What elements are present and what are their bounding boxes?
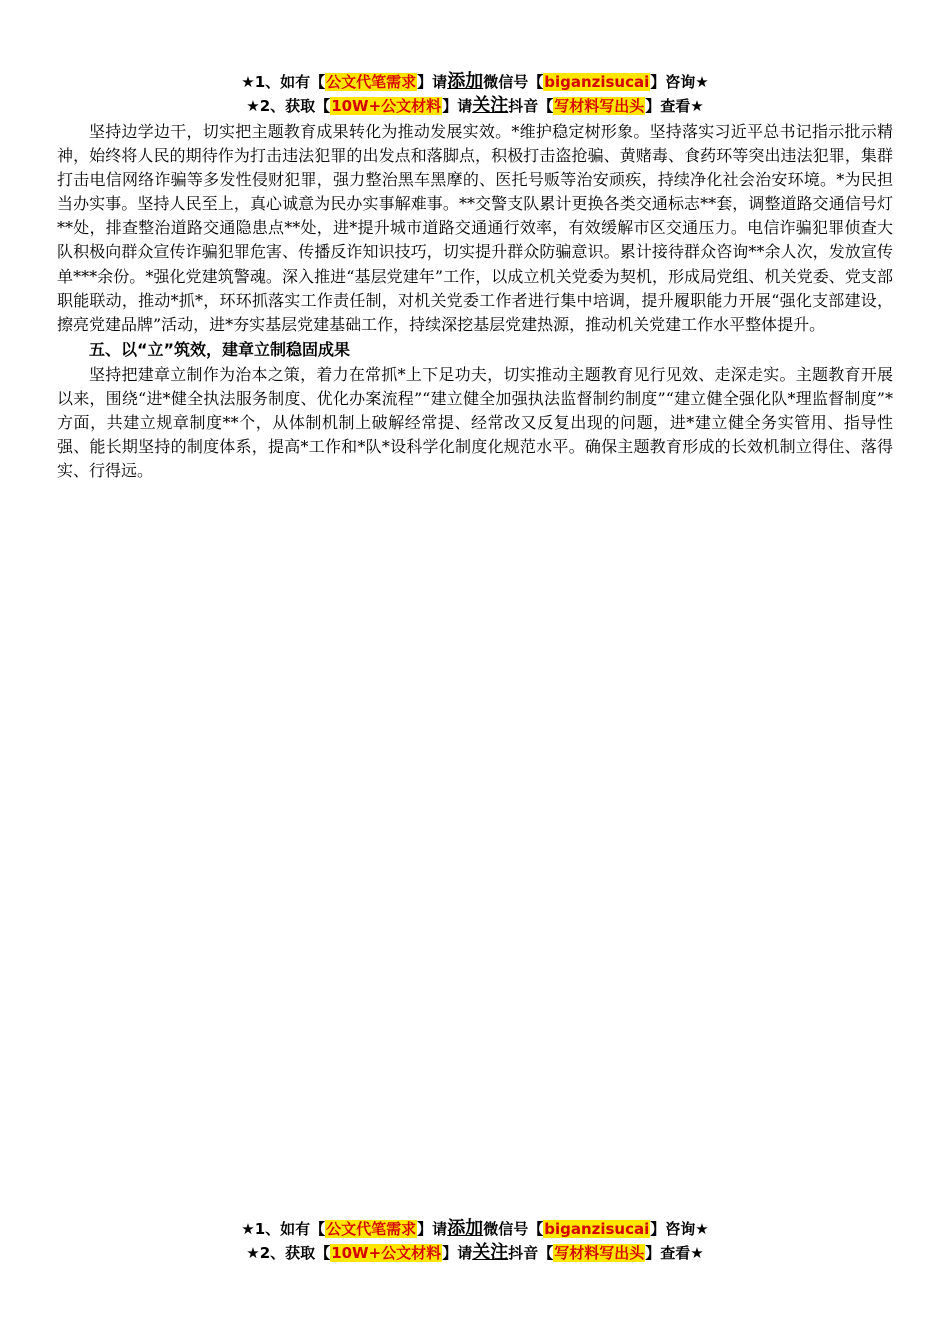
banner-text: 】查看★ [645,1244,704,1262]
banner-text: 】请 [442,97,473,115]
banner-text: 】咨询★ [650,1220,709,1238]
banner-text: 】请 [417,1220,448,1238]
highlight-service: 公文代笔需求 [326,73,417,91]
banner-line-2 [0,1241,950,1265]
highlight-douyin-account: 写材料写出头 [554,1244,645,1262]
banner-text: 】查看★ [645,97,704,115]
highlight-douyin-account: 写材料写出头 [554,97,645,115]
banner-text: 】请 [417,73,448,91]
highlight-service: 公文代笔需求 [326,1220,417,1238]
banner-text: ★2、获取【 [246,97,331,115]
highlight-wechat-id: biganzisucai [544,73,650,91]
banner-text: 抖音【 [508,97,554,115]
banner-text: ★1、如有【 [241,73,326,91]
emphasis-add: 添加 [447,1218,484,1239]
paragraph-1: 坚持边学边干，切实把主题教育成果转化为推动发展实效。*维护稳定树形象。坚持落实习近平总书记指示批示精神，始终将人民的期待作为打击违法犯罪的出发点和落脚点，积极打击盗抢骗、黄赌毒、食药环等突出违法犯罪，集群打击电信网络诈骗等多发性侵财犯罪，强力整治黑车黑摩的、医托号贩等治安顽疾，持续净化社会治安环境。*为民担当办实事。坚持人民至上，真心诚意为民办实事解难事。**交警支队累计更换各类交通标志**套，调整道路交通信号灯**处，排查整治道路交通隐患点**处，进*提升城市道路交通通行效率，有效缓解市区交通压力。电信诈骗犯罪侦查大队积极向群众宣传诈骗犯罪危害、传播反诈知识技巧，切实提升群众防骗意识。累计接待群众咨询**余人次，发放宣传单***余份。*强化党建筑警魂。深入推进“基层党建年”工作，以成立机关党委为契机，形成局党组、机关党委、党支部职能联动，推动*抓*，环环抓落实工作责任制，对机关党委工作者进行集中培调，提升履职能力开展“强化支部建设，擦亮党建品牌”活动，进*夯实基层党建基础工作，持续深挖基层党建热源，推动机关党建工作水平整体提升。 [57,122,893,334]
banner-text: ★1、如有【 [241,1220,326,1238]
document-body [57,120,893,483]
banner-text: 微信号【 [483,73,544,91]
emphasis-add: 添加 [447,71,484,92]
section-heading-5: 五、以“立”筑效，建章立制稳固成果 [89,339,351,359]
banner-text: 抖音【 [508,1244,554,1262]
highlight-materials: 10W+公文材料 [331,1244,442,1262]
banner-text: 】咨询★ [650,73,709,91]
banner-text: 】请 [442,1244,473,1262]
top-banner [0,70,950,118]
highlight-materials: 10W+公文材料 [331,97,442,115]
emphasis-follow: 关注 [472,95,509,116]
highlight-wechat-id: biganzisucai [544,1220,650,1238]
bottom-banner [0,1217,950,1265]
emphasis-follow: 关注 [472,1242,509,1263]
banner-line-2 [0,94,950,118]
banner-text: ★2、获取【 [246,1244,331,1262]
banner-text: 微信号【 [483,1220,544,1238]
paragraph-2: 坚持把建章立制作为治本之策，着力在常抓*上下足功夫，切实推动主题教育见行见效、走深走实。主题教育开展以来，围绕“进*健全执法服务制度、优化办案流程”“建立健全加强执法监督制约制度”“建立健全强化队*理监督制度”*方面，共建立规章制度**个，从体制机制上破解经常提、经常改又反复出现的问题，进*建立健全务实管用、指导性强、能长期坚持的制度体系，提高*工作和*队*设科学化制度化规范水平。确保主题教育形成的长效机制立得住、落得实、行得远。 [57,364,893,481]
banner-line-1 [0,70,950,94]
banner-line-1 [0,1217,950,1241]
